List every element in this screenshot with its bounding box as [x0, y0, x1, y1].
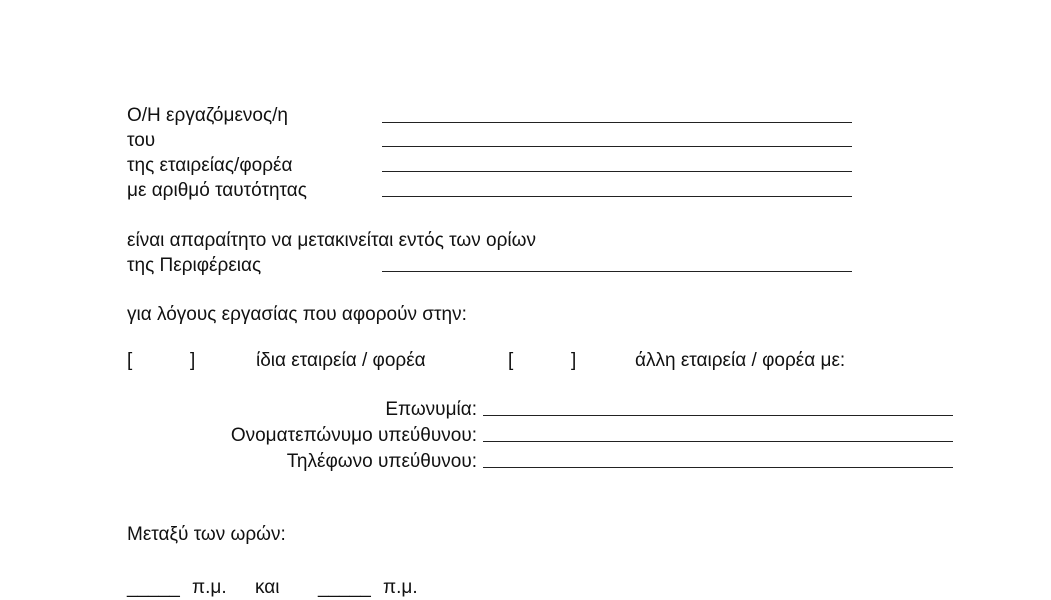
responsible-phone-field[interactable] — [483, 467, 953, 468]
company-name-field[interactable] — [483, 415, 953, 416]
id-number-field[interactable] — [382, 196, 852, 197]
time-to-field[interactable]: _____ — [318, 577, 371, 598]
company-label: της εταιρείας/φορέα — [127, 155, 293, 176]
checkbox-bracket-open: [ — [127, 350, 133, 371]
reasons-text: για λόγους εργασίας που αφορούν στην: — [127, 304, 467, 325]
responsible-name-label: Ονοματεπώνυμο υπεύθυνου: — [230, 425, 477, 446]
region-field[interactable] — [382, 271, 852, 272]
option-other-company-label: άλλη εταιρεία / φορέα με: — [635, 350, 846, 371]
of-field[interactable] — [382, 146, 852, 147]
and-label: και — [255, 577, 280, 598]
responsible-phone-label: Τηλέφωνο υπεύθυνου: — [286, 451, 477, 472]
checkbox-bracket-open: [ — [508, 350, 514, 371]
time-from-field[interactable]: _____ — [127, 577, 180, 598]
time-to-unit: π.μ. — [383, 577, 418, 598]
movement-text: είναι απαραίτητο να μετακινείται εντός των ορίων — [127, 230, 536, 251]
region-label: της Περιφέρειας — [127, 255, 262, 276]
employee-label: Ο/Η εργαζόμενος/η — [127, 105, 288, 126]
id-number-label: με αριθμό ταυτότητας — [127, 180, 307, 201]
option-same-company-label: ίδια εταιρεία / φορέα — [256, 350, 426, 371]
company-name-label: Επωνυμία: — [385, 399, 477, 420]
checkbox-bracket-close: ] — [571, 350, 577, 371]
hours-label: Μεταξύ των ωρών: — [127, 524, 286, 545]
employee-field[interactable] — [382, 122, 852, 123]
company-field[interactable] — [382, 171, 852, 172]
time-from-unit: π.μ. — [192, 577, 227, 598]
responsible-name-field[interactable] — [483, 441, 953, 442]
of-label: του — [127, 130, 156, 151]
checkbox-bracket-close: ] — [190, 350, 196, 371]
